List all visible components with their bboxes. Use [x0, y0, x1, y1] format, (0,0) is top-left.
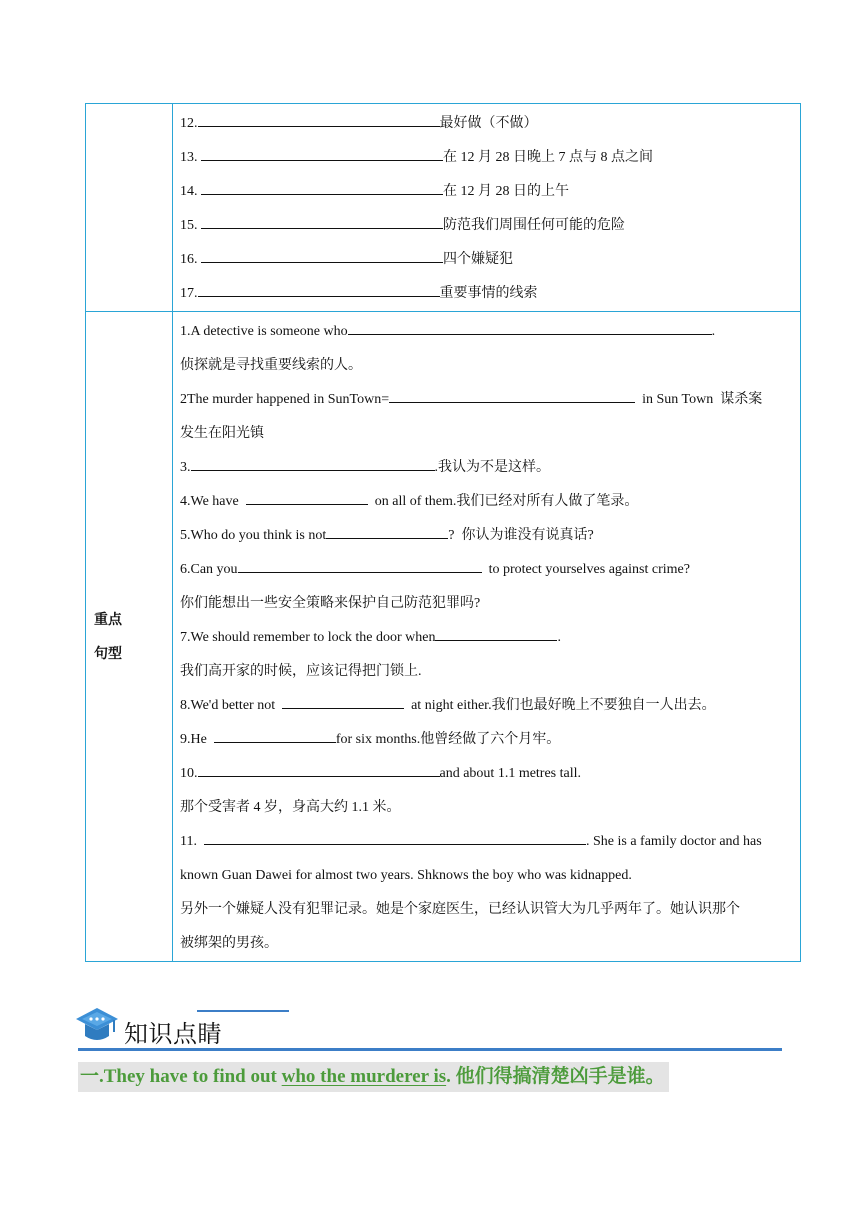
sentence-line [180, 383, 794, 417]
answer-blank[interactable] [201, 178, 443, 195]
vocab-line-text: 14. [180, 184, 201, 199]
sentence-line [180, 825, 794, 859]
vocab-line [180, 107, 794, 141]
sentence-line [180, 349, 794, 383]
answer-blank[interactable] [246, 488, 368, 505]
sentence-content-cell [173, 312, 801, 962]
sentence-line [180, 655, 794, 689]
sentence-line-suffix: . She is a family doctor and has [585, 834, 762, 849]
answer-blank[interactable] [214, 726, 336, 743]
vocab-line [180, 243, 794, 277]
sentence-line [180, 927, 794, 961]
sentence-line-text: 10. [180, 766, 198, 781]
sentence-line [180, 757, 794, 791]
vocab-line-text: 12. [180, 116, 198, 131]
sentence-line-text: 侦探就是寻找重要线索的人。 [180, 358, 362, 373]
sentence-line-text: 另外一个嫌疑人没有犯罪记录。她是个家庭医生，已经认识管大为几乎两年了。她认识那个 [180, 902, 740, 917]
sentence-line-text: 5.Who do you think is not [180, 528, 327, 543]
vocab-line-suffix: 在 12 月 28 日晚上 7 点与 8 点之间 [443, 150, 653, 165]
section-rule [78, 1048, 782, 1051]
vocab-label-cell [86, 104, 173, 312]
vocab-line-suffix: 防范我们周围任何可能的危险 [443, 218, 625, 233]
answer-blank[interactable] [198, 760, 440, 777]
sentence-line-text: 2The murder happened in SunTown= [180, 392, 390, 407]
sentence-label-line2: 句型 [94, 645, 122, 662]
vocab-line-suffix: 在 12 月 28 日的上午 [443, 184, 569, 199]
sentence-line-text: known Guan Dawei for almost two years. Shknows the boy who was kidnapped. [180, 868, 632, 883]
sentence-line [180, 519, 794, 553]
sentence-line-suffix: at night either.我们也最好晚上不要独自一人出去。 [404, 698, 716, 713]
vocab-line [180, 209, 794, 243]
sentence-line-text: 9.He [180, 732, 214, 747]
vocab-content-cell [173, 104, 801, 312]
answer-blank[interactable] [435, 624, 557, 641]
sentence-line-text: 3. [180, 460, 191, 475]
sentence-line-text: 我们高开家的时候，应该记得把门锁上. [180, 664, 422, 679]
answer-blank[interactable] [198, 110, 440, 127]
sentence-line [180, 315, 794, 349]
sentence-line [180, 417, 794, 451]
answer-blank[interactable] [204, 828, 586, 845]
key-point-prefix: 一.They have to find out [80, 1066, 282, 1087]
sentence-line [180, 451, 794, 485]
sentence-label-line1: 重点 [94, 611, 122, 628]
sentence-line [180, 723, 794, 757]
vocab-line-suffix: 最好做（不做） [439, 116, 538, 131]
answer-blank[interactable] [198, 280, 440, 297]
answer-blank[interactable] [201, 246, 443, 263]
key-point-sentence [78, 1062, 669, 1092]
sentence-line [180, 791, 794, 825]
key-point-underlined: who the murderer is [281, 1066, 447, 1087]
vocab-line-text: 17. [180, 286, 198, 301]
sentence-line-text: 7.We should remember to lock the door when [180, 630, 436, 645]
sentence-label-cell [86, 312, 173, 962]
sentence-line [180, 587, 794, 621]
answer-blank[interactable] [238, 556, 482, 573]
vocab-list [173, 104, 800, 311]
sentence-line-suffix: in Sun Town 谋杀案 [635, 392, 763, 407]
vocab-line-text: 16. [180, 252, 201, 267]
sentence-row [86, 312, 801, 962]
sentence-line [180, 689, 794, 723]
section-header [74, 1004, 782, 1052]
vocab-line [180, 141, 794, 175]
answer-blank[interactable] [191, 454, 435, 471]
sentence-line-suffix: . [711, 324, 716, 339]
sentence-line-text: 4.We have [180, 494, 246, 509]
sentence-line-text: 被绑架的男孩。 [180, 936, 278, 951]
answer-blank[interactable] [326, 522, 448, 539]
sentence-line [180, 621, 794, 655]
answer-blank[interactable] [201, 144, 443, 161]
sentence-line [180, 893, 794, 927]
sentence-line-suffix: ? 你认为谁没有说真话? [448, 528, 594, 543]
sentence-line-text: 那个受害者 4 岁，身高大约 1.1 米。 [180, 800, 401, 815]
answer-blank[interactable] [348, 318, 712, 335]
sentence-line [180, 553, 794, 587]
sentence-list [173, 312, 800, 961]
section-title: 知识点睛 [124, 1020, 222, 1048]
answer-blank[interactable] [201, 212, 443, 229]
sentence-line-suffix: for six months.他曾经做了六个月牢。 [335, 732, 561, 747]
sentence-line-text: 发生在阳光镇 [180, 426, 264, 441]
vocab-line [180, 277, 794, 311]
sentence-line-suffix: on all of them.我们已经对所有人做了笔录。 [367, 494, 639, 509]
sentence-line-suffix: and about 1.1 metres tall. [439, 766, 582, 781]
sentence-line-text: 11. [180, 834, 204, 849]
vocab-line-suffix: 四个嫌疑犯 [443, 252, 513, 267]
vocab-line [180, 175, 794, 209]
vocab-row [86, 104, 801, 312]
key-point-suffix: . 他们得搞清楚凶手是谁。 [446, 1066, 665, 1087]
sentence-line-text: 你们能想出一些安全策略来保护自己防范犯罪吗? [180, 596, 481, 611]
sentence-line-suffix: .我认为不是这样。 [434, 460, 550, 475]
vocab-line-text: 15. [180, 218, 201, 233]
answer-blank[interactable] [389, 386, 635, 403]
answer-blank[interactable] [282, 692, 404, 709]
sentence-line-text: 8.We'd better not [180, 698, 283, 713]
vocab-line-suffix: 重要事情的线索 [439, 286, 538, 301]
sentence-line-text: 6.Can you [180, 562, 238, 577]
sentence-line-suffix: to protect yourselves against crime? [481, 562, 690, 577]
sentence-line-suffix: . [557, 630, 561, 645]
sentence-line [180, 485, 794, 519]
vocab-line-text: 13. [180, 150, 201, 165]
sentence-line [180, 859, 794, 893]
review-table [85, 103, 801, 962]
section-top-line [197, 1010, 289, 1012]
sentence-line-text: 1.A detective is someone who [180, 324, 348, 339]
graduation-cap-icon [74, 1006, 120, 1046]
